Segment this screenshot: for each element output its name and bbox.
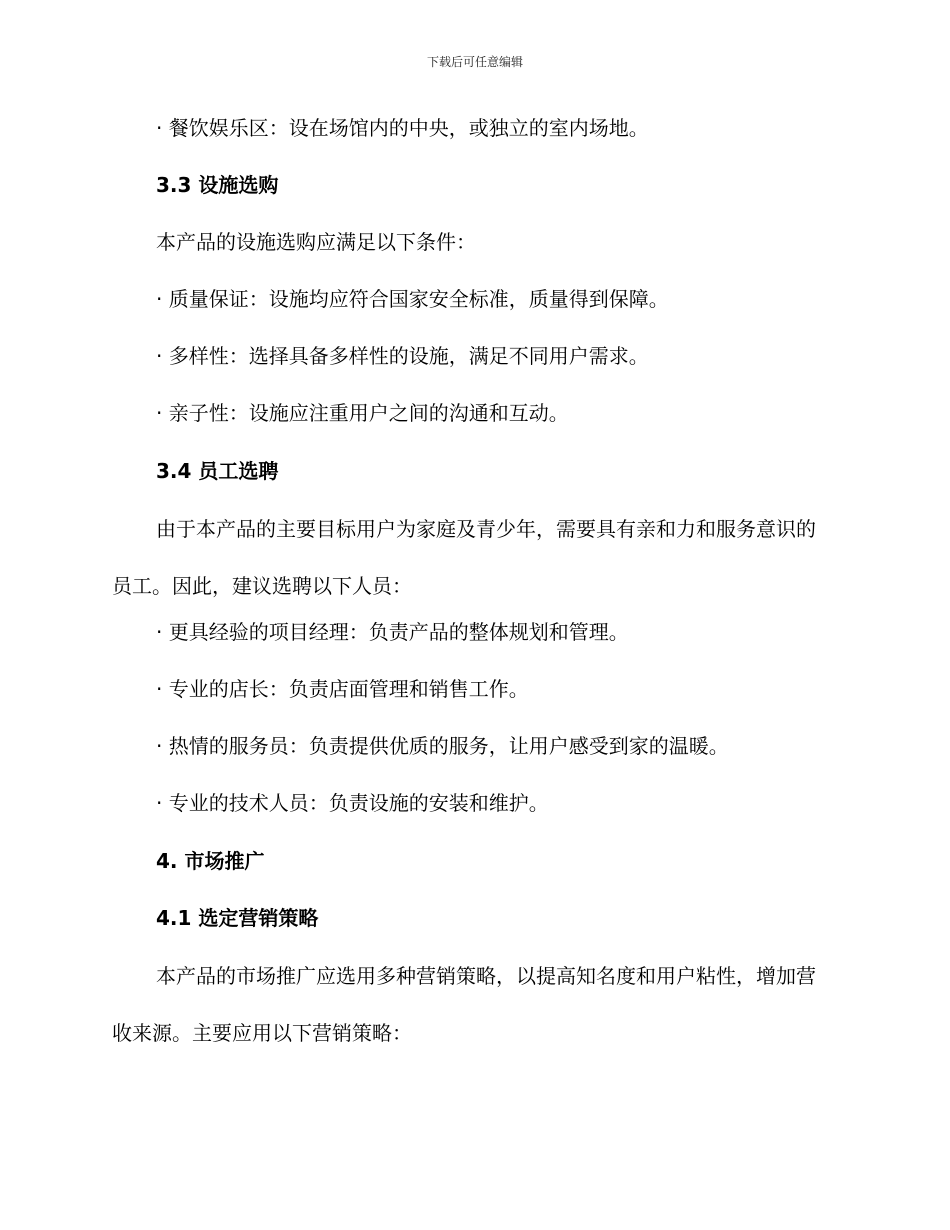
heading-3-4: 3.4 员工选聘 xyxy=(156,459,279,483)
bullet-technician: · 专业的技术人员：负责设施的安装和维护。 xyxy=(156,791,549,815)
bullet-waiter: · 热情的服务员：负责提供优质的服务，让用户感受到家的温暖。 xyxy=(156,734,729,758)
page-header-note: 下载后可任意编辑 xyxy=(426,55,523,69)
bullet-project-manager: · 更具经验的项目经理：负责产品的整体规划和管理。 xyxy=(156,620,629,644)
marketing-intro-paragraph: 本产品的市场推广应选用多种营销策略，以提高知名度和用户粘性，增加营收来源。主要应用以下营销策略： xyxy=(112,964,816,1045)
bullet-store-manager: · 专业的店长：负责店面管理和销售工作。 xyxy=(156,677,529,701)
bullet-parent-child: · 亲子性：设施应注重用户之间的沟通和互动。 xyxy=(156,401,569,425)
bullet-variety: · 多样性：选择具备多样性的设施，满足不同用户需求。 xyxy=(156,344,649,368)
bullet-quality: · 质量保证：设施均应符合国家安全标准，质量得到保障。 xyxy=(156,287,669,311)
bullet-dining-area: · 餐饮娱乐区：设在场馆内的中央，或独立的室内场地。 xyxy=(156,116,649,140)
heading-3-3: 3.3 设施选购 xyxy=(156,173,279,197)
heading-4: 4. 市场推广 xyxy=(156,849,265,873)
facility-intro-text: 本产品的设施选购应满足以下条件： xyxy=(156,230,476,254)
staff-intro-paragraph: 由于本产品的主要目标用户为家庭及青少年，需要具有亲和力和服务意识的员工。因此，建议选聘以下人员： xyxy=(112,517,816,598)
heading-4-1: 4.1 选定营销策略 xyxy=(156,906,319,930)
